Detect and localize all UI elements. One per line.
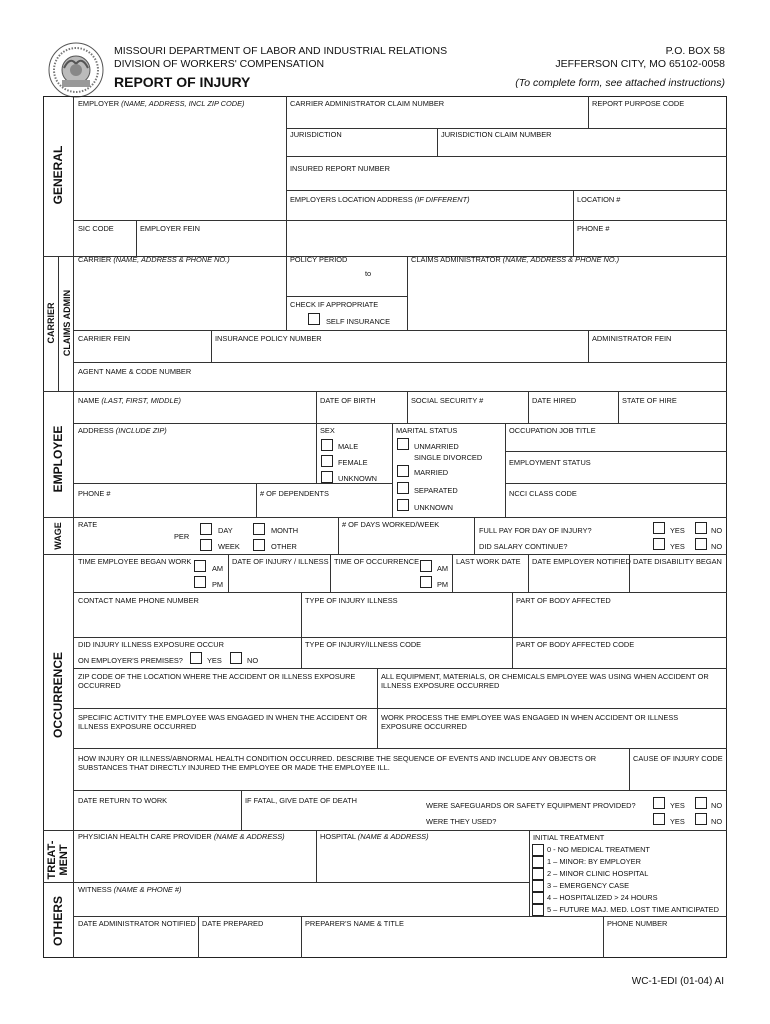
state-seal: [48, 42, 104, 98]
claims-admin-label: CLAIMS ADMINISTRATOR (NAME, ADDRESS & PHONE NO.): [411, 255, 620, 264]
week-label: WEEK: [218, 542, 240, 551]
salary-no-label: NO: [711, 542, 723, 551]
agent-label: AGENT NAME & CODE NUMBER: [78, 367, 192, 376]
occurrence-am-label: AM: [437, 564, 449, 573]
treatment-5-label: 5 – FUTURE MAJ. MED. LOST TIME ANTICIPATED: [547, 905, 719, 914]
employee-phone-label: PHONE #: [78, 489, 111, 498]
days-worked-label: # OF DAYS WORKED/WEEK: [342, 520, 440, 529]
policy-period-label: POLICY PERIOD: [290, 255, 348, 264]
carrier-label: CARRIER (NAME, ADDRESS & PHONE NO.): [78, 255, 230, 264]
full-pay-label: FULL PAY FOR DAY OF INJURY?: [479, 526, 592, 535]
section-claims-admin: CLAIMS ADMIN: [62, 289, 72, 357]
ncci-label: NCCI CLASS CODE: [509, 489, 577, 498]
city-address: JEFFERSON CITY, MO 65102-0058: [555, 58, 725, 70]
began-pm-label: PM: [212, 580, 224, 589]
occupation-label: OCCUPATION JOB TITLE: [509, 426, 596, 435]
date-prepared-label: DATE PREPARED: [202, 919, 264, 928]
carrier-admin-claim-label: CARRIER ADMINISTRATOR CLAIM NUMBER: [290, 99, 445, 108]
body-part-label: PART OF BODY AFFECTED: [516, 596, 611, 605]
check-appropriate-label: CHECK IF APPROPRIATE: [290, 300, 379, 309]
last-work-label: LAST WORK DATE: [456, 557, 521, 566]
activity-label: SPECIFIC ACTIVITY THE EMPLOYEE WAS ENGAGED IN WHEN THE ACCIDENT OR ILLNESS EXPOSURE OCCURRED: [78, 713, 368, 732]
safeguards-yes-label: YES: [670, 801, 685, 810]
safeguards-label: WERE SAFEGUARDS OR SAFETY EQUIPMENT PROVIDED?: [426, 801, 636, 810]
married-label: MARRIED: [414, 468, 449, 477]
male-label: MALE: [338, 442, 359, 451]
premises-yes-label: YES: [207, 656, 222, 665]
rate-label: RATE: [78, 520, 98, 529]
jurisdiction-label: JURISDICTION: [290, 130, 342, 139]
equipment-label: ALL EQUIPMENT, MATERIALS, OR CHEMICALS EMPLOYEE WAS USING WHEN ACCIDENT OR ILLNESS EXPOSURE OCCURRED: [381, 672, 709, 691]
other-checkbox[interactable]: [253, 539, 265, 551]
single-divorced-label: SINGLE DIVORCED: [414, 453, 483, 462]
unmarried-checkbox[interactable]: [397, 438, 409, 450]
full-pay-yes-checkbox[interactable]: [653, 522, 665, 534]
section-wage: WAGE: [53, 522, 63, 550]
dob-label: DATE OF BIRTH: [320, 396, 376, 405]
fatal-label: IF FATAL, GIVE DATE OF DEATH: [245, 796, 357, 805]
self-insurance-label: SELF INSURANCE: [326, 317, 391, 326]
began-am-label: AM: [212, 564, 224, 573]
how-occurred-label: HOW INJURY OR ILLNESS/ABNORMAL HEALTH CONDITION OCCURRED. DESCRIBE THE SEQUENCE OF EVENTS AND INCLUDE ANY OBJECTS OR SUBSTANCES THAT DIRECTLY INJURED THE EMPLOYEE OR MADE THE EMPLOYEE ILL.: [78, 754, 597, 773]
ssn-label: SOCIAL SECURITY #: [411, 396, 484, 405]
section-general: GENERAL: [51, 145, 65, 205]
date-admin-notified-label: DATE ADMINISTRATOR NOTIFIED: [78, 919, 196, 928]
state-hire-label: STATE OF HIRE: [622, 396, 677, 405]
marital-unknown-checkbox[interactable]: [397, 499, 409, 511]
dependents-label: # OF DEPENDENTS: [260, 489, 329, 498]
male-checkbox[interactable]: [321, 439, 333, 451]
occurrence-am-checkbox[interactable]: [420, 560, 432, 572]
division-name: DIVISION OF WORKERS' COMPENSATION: [114, 58, 325, 70]
type-code-label: TYPE OF INJURY/ILLNESS CODE: [305, 640, 422, 649]
separated-checkbox[interactable]: [397, 482, 409, 494]
initial-treatment-label: INITIAL TREATMENT: [533, 833, 605, 842]
time-began-label: TIME EMPLOYEE BEGAN WORK: [78, 557, 192, 566]
section-carrier: CARRIER: [46, 302, 56, 344]
marital-status-label: MARITAL STATUS: [396, 426, 458, 435]
premises-no-label: NO: [247, 656, 259, 665]
salary-continue-label: DID SALARY CONTINUE?: [479, 542, 568, 551]
treatment-0-label: 0 - NO MEDICAL TREATMENT: [547, 845, 650, 854]
fein-label: EMPLOYER FEIN: [140, 224, 200, 233]
form-id: WC-1-EDI (01-04) AI: [631, 976, 724, 987]
department-name: MISSOURI DEPARTMENT OF LABOR AND INDUSTRIAL RELATIONS: [114, 45, 448, 57]
work-process-label: WORK PROCESS THE EMPLOYEE WAS ENGAGED IN WHEN ACCIDENT OR ILLNESS EXPOSURE OCCURRED: [381, 713, 679, 732]
used-yes-label: YES: [670, 817, 685, 826]
safeguards-no-label: NO: [711, 801, 723, 810]
used-label: WERE THEY USED?: [426, 817, 497, 826]
treatment-2-checkbox[interactable]: [532, 868, 544, 880]
witness-label: WITNESS (NAME & PHONE #): [78, 885, 182, 894]
physician-label: PHYSICIAN HEALTH CARE PROVIDER (NAME & ADDRESS): [78, 832, 285, 841]
treatment-4-checkbox[interactable]: [532, 892, 544, 904]
instructions-note: (To complete form, see attached instructions): [515, 77, 725, 89]
treatment-2-label: 2 – MINOR CLINIC HOSPITAL: [547, 869, 649, 878]
began-am-checkbox[interactable]: [194, 560, 206, 572]
section-occurrence: OCCURRENCE: [51, 652, 65, 739]
salary-no-checkbox[interactable]: [695, 538, 707, 550]
treatment-0-checkbox[interactable]: [532, 844, 544, 856]
married-checkbox[interactable]: [397, 465, 409, 477]
employment-status-label: EMPLOYMENT STATUS: [509, 458, 591, 467]
full-pay-no-checkbox[interactable]: [695, 522, 707, 534]
form-title: REPORT OF INJURY: [114, 74, 251, 90]
section-employee: EMPLOYEE: [51, 425, 65, 493]
employer-label: EMPLOYER (NAME, ADDRESS, INCL ZIP CODE): [78, 99, 245, 108]
full-pay-no-label: NO: [711, 526, 723, 535]
body-code-label: PART OF BODY AFFECTED CODE: [516, 640, 635, 649]
policy-to-label: to: [365, 269, 372, 278]
return-work-label: DATE RETURN TO WORK: [78, 796, 168, 805]
treatment-1-label: 1 – MINOR: BY EMPLOYER: [547, 857, 641, 866]
location-address-label: EMPLOYERS LOCATION ADDRESS (IF DIFFERENT): [290, 195, 470, 204]
treatment-3-label: 3 – EMERGENCY CASE: [547, 881, 630, 890]
date-injury-label: DATE OF INJURY / ILLNESS: [232, 557, 329, 566]
sic-label: SIC CODE: [78, 224, 114, 233]
jurisdiction-claim-label: JURISDICTION CLAIM NUMBER: [441, 130, 552, 139]
preparer-label: PREPARER'S NAME & TITLE: [305, 919, 404, 928]
day-checkbox[interactable]: [200, 523, 212, 535]
others-phone-label: PHONE NUMBER: [607, 919, 668, 928]
unmarried-label: UNMARRIED: [414, 442, 459, 451]
other-label: OTHER: [271, 542, 297, 551]
week-checkbox[interactable]: [200, 539, 212, 551]
employee-name-label: NAME (LAST, FIRST, MIDDLE): [78, 396, 181, 405]
date-hired-label: DATE HIRED: [532, 396, 577, 405]
section-others: OTHERS: [51, 896, 65, 947]
separated-label: SEPARATED: [414, 486, 458, 495]
time-occurrence-label: TIME OF OCCURRENCE: [334, 557, 419, 566]
self-insurance-checkbox[interactable]: [308, 313, 320, 325]
hospital-label: HOSPITAL (NAME & ADDRESS): [320, 832, 429, 841]
section-treatment: TREAT- MENT: [46, 840, 70, 880]
female-checkbox[interactable]: [321, 455, 333, 467]
employer-phone-label: PHONE #: [577, 224, 610, 233]
employee-address-label: ADDRESS (INCLUDE ZIP): [78, 426, 167, 435]
full-pay-yes-label: YES: [670, 526, 685, 535]
safeguards-no-checkbox[interactable]: [695, 797, 707, 809]
report-purpose-label: REPORT PURPOSE CODE: [592, 99, 685, 108]
date-notified-label: DATE EMPLOYER NOTIFIED: [532, 557, 631, 566]
policy-number-label: INSURANCE POLICY NUMBER: [215, 334, 322, 343]
occurrence-pm-checkbox[interactable]: [420, 576, 432, 588]
contact-label: CONTACT NAME PHONE NUMBER: [78, 596, 199, 605]
admin-fein-label: ADMINISTRATOR FEIN: [592, 334, 672, 343]
per-label: PER: [174, 532, 190, 541]
zip-location-label: ZIP CODE OF THE LOCATION WHERE THE ACCIDENT OR ILLNESS EXPOSURE OCCURRED: [78, 672, 356, 691]
female-label: FEMALE: [338, 458, 368, 467]
treatment-3-checkbox[interactable]: [532, 880, 544, 892]
premises-question-label-2: ON EMPLOYER'S PREMISES?: [78, 656, 183, 665]
sex-unknown-label: UNKNOWN: [338, 474, 378, 483]
marital-unknown-label: UNKNOWN: [414, 503, 454, 512]
premises-question-label: DID INJURY ILLNESS EXPOSURE OCCUR: [78, 640, 224, 649]
month-checkbox[interactable]: [253, 523, 265, 535]
cause-code-label: CAUSE OF INJURY CODE: [633, 754, 723, 763]
sex-unknown-checkbox[interactable]: [321, 471, 333, 483]
type-injury-label: TYPE OF INJURY ILLNESS: [305, 596, 398, 605]
salary-yes-label: YES: [670, 542, 685, 551]
treatment-5-checkbox[interactable]: [532, 904, 544, 916]
insured-report-label: INSURED REPORT NUMBER: [290, 164, 390, 173]
premises-yes-checkbox[interactable]: [190, 652, 202, 664]
sex-label: SEX: [320, 426, 335, 435]
day-label: DAY: [218, 526, 233, 535]
premises-no-checkbox[interactable]: [230, 652, 242, 664]
treatment-4-label: 4 – HOSPITALIZED > 24 HOURS: [547, 893, 658, 902]
treatment-1-checkbox[interactable]: [532, 856, 544, 868]
used-no-label: NO: [711, 817, 723, 826]
date-disability-label: DATE DISABILITY BEGAN: [633, 557, 722, 566]
month-label: MONTH: [271, 526, 299, 535]
used-yes-checkbox[interactable]: [653, 813, 665, 825]
occurrence-pm-label: PM: [437, 580, 449, 589]
began-pm-checkbox[interactable]: [194, 576, 206, 588]
safeguards-yes-checkbox[interactable]: [653, 797, 665, 809]
salary-yes-checkbox[interactable]: [653, 538, 665, 550]
location-num-label: LOCATION #: [577, 195, 621, 204]
po-box: P.O. BOX 58: [665, 45, 725, 57]
used-no-checkbox[interactable]: [695, 813, 707, 825]
carrier-fein-label: CARRIER FEIN: [78, 334, 131, 343]
